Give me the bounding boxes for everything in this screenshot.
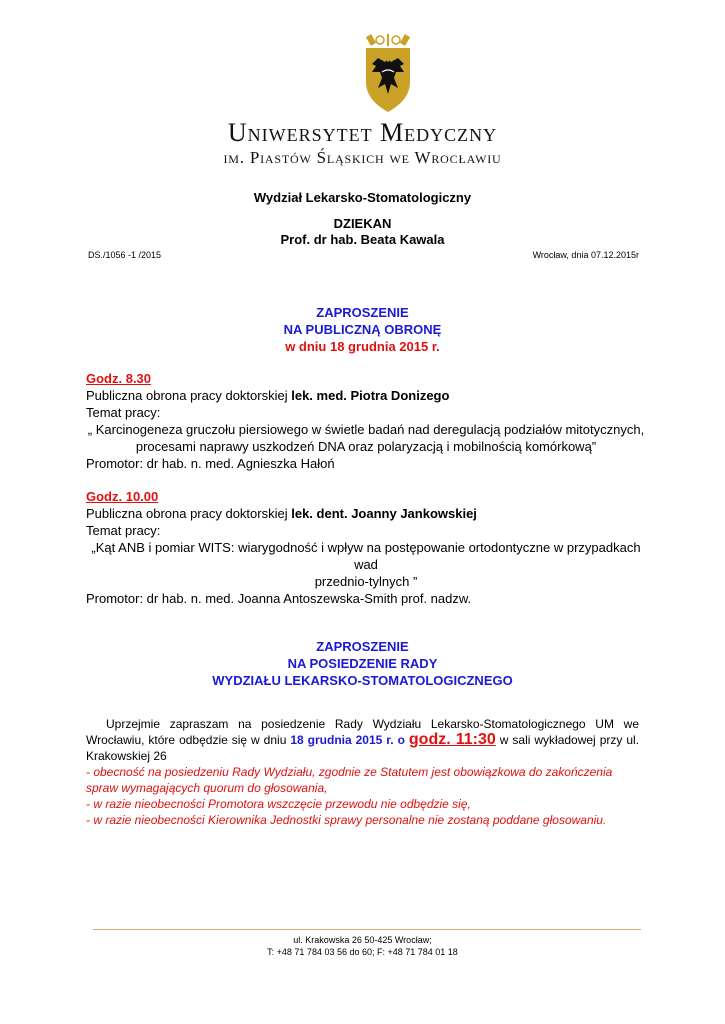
invitation-subtitle: NA PUBLICZNĄ OBRONĘ xyxy=(283,322,442,337)
topic-line-2: przednio-tylnych ” xyxy=(314,574,418,589)
meeting-note-2: - w razie nieobecności Promotora wszczęcie przewodu nie odbędzie się, xyxy=(86,797,471,811)
reference-number: DS./1056 -1 /2015 xyxy=(88,250,162,260)
meeting-note-3: - w razie nieobecności Kierownika Jednostki sprawy personalne nie zostaną poddane głosowaniu. xyxy=(86,813,607,827)
footer-divider xyxy=(93,929,641,930)
topic-label: Temat pracy: xyxy=(86,405,161,420)
place-date: Wrocław, dnia 07.12.2015r xyxy=(532,250,639,260)
topic-line-2: procesami naprawy uszkodzeń DNA oraz polaryzacją i mobilnością komórkową” xyxy=(135,439,597,454)
defense-entry-2 xyxy=(86,488,646,607)
invitation-date: w dniu 18 grudnia 2015 r. xyxy=(285,339,440,354)
topic-line-1: „Kąt ANB i pomiar WITS: wiarygodność i wpływ na postępowanie ortodontyczne w przypadkach wad xyxy=(91,540,641,572)
defense-intro-text: Publiczna obrona pracy doktorskiej xyxy=(86,388,292,403)
invitation-council-heading xyxy=(0,638,725,689)
meeting-paragraph xyxy=(86,716,639,828)
university-crest-logo xyxy=(360,32,416,114)
meeting-text xyxy=(86,716,639,764)
topic-label: Temat pracy: xyxy=(86,523,161,538)
defense-entry-1 xyxy=(86,370,646,472)
defense-intro xyxy=(86,505,646,522)
defense-intro-text: Publiczna obrona pracy doktorskiej xyxy=(86,506,292,521)
defense-time: Godz. 8.30 xyxy=(86,371,152,386)
defense-candidate: lek. med. Piotra Donizego xyxy=(291,388,450,403)
faculty-name: Wydział Lekarsko-Stomatologiczny xyxy=(253,190,472,205)
meeting-text-a: Uprzejmie zapraszam na posiedzenie Rady Wydziału Lekarsko-Stomatologicznego UM we Wrocławiu, które odbędzie się w dniu xyxy=(86,717,639,747)
defense-candidate: lek. dent. Joanny Jankowskiej xyxy=(291,506,477,521)
topic-line-1: „ Karcinogeneza gruczołu piersiowego w świetle badań nad deregulacją podziałów mitotycznych, xyxy=(87,422,645,437)
defense-promotor: Promotor: dr hab. n. med. Joanna Antoszewska-Smith prof. nadzw. xyxy=(86,591,472,606)
meeting-date: 18 grudnia 2015 r. o xyxy=(290,733,405,747)
footer xyxy=(0,934,725,958)
invitation-title: ZAPROSZENIE xyxy=(316,639,409,654)
invitation-title: ZAPROSZENIE xyxy=(316,305,409,320)
defense-time: Godz. 10.00 xyxy=(86,489,159,504)
footer-phones: T: +48 71 784 03 56 do 60; F: +48 71 784 01 18 xyxy=(267,947,458,957)
meeting-place: w sali wykładowej przy ul. Krakowskiej 26 xyxy=(86,733,640,763)
invitation-defense-heading xyxy=(0,304,725,355)
dean-title: DZIEKAN xyxy=(333,216,392,231)
defense-intro xyxy=(86,387,646,404)
university-name: Uniwersytet Medyczny xyxy=(227,118,498,147)
meeting-time: godz. 11:30 xyxy=(408,731,496,748)
dean-name: Prof. dr hab. Beata Kawala xyxy=(280,232,445,247)
invitation-council-name: WYDZIAŁU LEKARSKO-STOMATOLOGICZNEGO xyxy=(212,673,513,688)
defense-promotor: Promotor: dr hab. n. med. Agnieszka Hałoń xyxy=(86,456,335,471)
university-subtitle: im. Piastów Śląskich we Wrocławiu xyxy=(223,148,502,167)
meeting-note-1: - obecność na posiedzeniu Rady Wydziału, zgodnie ze Statutem jest obowiązkowa do zakończenia spraw wymagających quorum do głosowania, xyxy=(86,765,613,795)
invitation-subtitle: NA POSIEDZENIE RADY xyxy=(287,656,438,671)
footer-address: ul. Krakowska 26 50-425 Wrocław; xyxy=(293,935,432,945)
